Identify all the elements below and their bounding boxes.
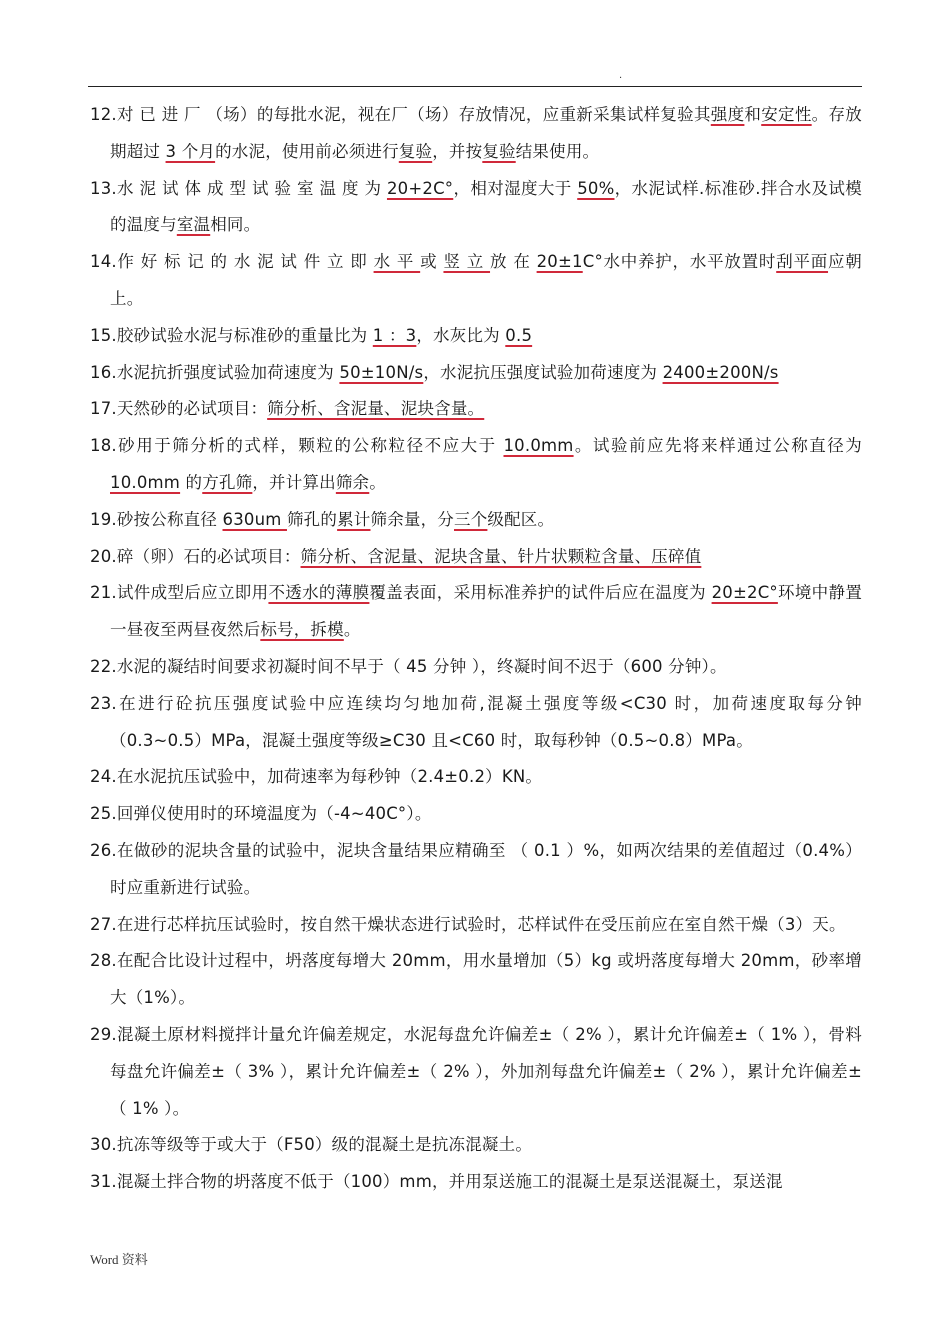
item-text: ，并按 [432,141,483,161]
list-item [90,428,862,502]
underlined-answer: 10.0mm [110,472,181,492]
item-text: 覆盖表面，采用标准养护的试件后应在温度为 [369,583,712,603]
underlined-answer: 10.0mm [503,436,574,456]
question-list [90,97,862,1201]
item-text: 级配区。 [487,509,555,529]
list-item [90,171,862,245]
item-text: 和 [744,105,762,124]
underlined-answer: 复验 [398,141,433,161]
underlined-answer: 复验 [482,141,516,161]
underlined-answer: 50% [577,178,615,198]
item-text: 。存放期超过 [110,105,862,161]
list-item [90,1164,862,1201]
underlined-answer: 三个 [454,509,488,529]
underlined-answer: 0.5 [505,325,533,345]
header-rule [88,86,862,87]
underlined-answer: 累计 [337,509,371,529]
item-text: 。 [369,472,386,492]
item-text: 筛孔的 [286,509,338,529]
list-item [90,649,862,686]
item-text: 25.回弹仪使用时的环境温度为（-4~40C°）。 [90,804,432,824]
item-text: 18.砂用于筛分析的式样，颗粒的公称粒径不应大于 [90,436,504,456]
header-mark: . [619,70,623,81]
item-text: 31.混凝土拌合物的坍落度不低于（100）mm，并用泵送施工的混凝土是泵送混凝土，泵送混 [90,1172,783,1192]
item-text: 相同。 [210,215,261,235]
item-text: 29.混凝土原材料搅拌计量允许偏差规定，水泥每盘允许偏差±（ 2% ），累计允许偏差±（ 1% ），骨料每盘允许偏差±（ 3% ），累计允许偏差±（ 2% ），外加剂每盘允许偏差±（ 2% ），累计允许偏差±（ 1% ）。 [90,1024,862,1118]
list-item [90,759,862,796]
list-item [90,686,862,760]
list-item [90,97,862,171]
item-text: 20.碎（卵）石的必试项目： [90,546,301,566]
page-footer: Word 资料 [90,1252,148,1267]
underlined-answer: 水 平 [373,252,421,272]
item-text: 13.水 泥 试 体 成 型 试 验 室 温 度 为 [90,178,387,198]
item-text: 17.天然砂的必试项目： [90,399,268,419]
item-text: ，水泥试样.标准砂.拌合水及试模的温度与 [110,178,862,235]
underlined-answer: 不透水的薄膜 [268,583,370,603]
underlined-answer: 安定性 [761,105,812,124]
list-item [90,1017,862,1127]
item-text: 12.对 已 进 厂 （场）的每批水泥，视在厂（场）存放情况，应重新采集试样复验其 [90,105,711,124]
list-item [90,575,862,649]
item-text: 环境中静置一昼夜至两昼夜然后 [110,583,863,640]
list-item [90,833,862,907]
list-item [90,391,862,428]
underlined-answer: 2400±200N/s [662,362,779,382]
list-item [90,244,862,318]
underlined-answer: 筛余 [335,472,370,492]
item-text: 27.在进行芯样抗压试验时，按自然干燥状态进行试验时，芯样试件在受压前应在室自然干燥（3）天。 [90,914,846,934]
item-text: 21.试件成型后应立即用 [90,583,269,603]
item-text: 19.砂按公称直径 [90,509,223,529]
item-text: 30.抗冻等级等于或大于（F50）级的混凝土是抗冻混凝土。 [90,1135,533,1155]
item-text: 筛余量，分 [370,509,454,529]
list-item [90,502,862,539]
underlined-answer: 20±2C° [711,583,778,603]
item-text: ，并计算出 [252,472,336,492]
list-item [90,318,862,355]
underlined-answer: 630um [222,509,287,529]
underlined-answer: 竖 立 [443,252,491,272]
item-text: 24.在水泥抗压试验中，加荷速率为每秒钟（2.4±0.2）KN。 [90,767,543,787]
underlined-answer: 强度 [710,105,745,124]
item-text: ，水泥抗压强度试验加荷速度为 [423,362,663,382]
list-item [90,796,862,833]
underlined-answer: 筛分析、含泥量、泥块含量、针片状颗粒含量、压碎值 [300,546,702,566]
list-item [90,943,862,1017]
item-text: 放 在 [490,252,537,272]
item-text: 22.水泥的凝结时间要求初凝时间不早于（ 45 分钟 ），终凝时间不迟于（600 分钟）。 [90,656,727,676]
item-text: ，水灰比为 [416,325,506,345]
item-text: 的水泥，使用前必须进行 [215,141,399,161]
underlined-answer: 刮平面 [776,252,829,272]
item-text: 的 [180,472,203,492]
item-text: 应朝上。 [110,252,863,308]
list-item [90,1127,862,1164]
list-item [90,539,862,576]
underlined-answer: 筛分析、含泥量、泥块含量。 [267,399,485,419]
underlined-answer: 20+2C° [386,178,454,198]
underlined-answer: 3 个月 [165,141,216,161]
item-text: 。试验前应先将来样通过公称直径为 [573,436,862,456]
underlined-answer: 1 ：3 [372,325,417,345]
item-text: 28.在配合比设计过程中，坍落度每增大 20mm，用水量增加（5）kg 或坍落度每增大 20mm，砂率增大（1%）。 [90,951,862,1008]
list-item [90,355,862,392]
item-text: 。 [343,620,361,640]
item-text: 或 [420,252,444,272]
item-text: ，相对湿度大于 [453,178,578,198]
item-text: 23.在进行砼抗压强度试验中应连续均匀地加荷,混凝土强度等级<C30 时，加荷速度取每分钟（0.3~0.5）MPa，混凝土强度等级≥C30 且<C60 时，取每秒钟（0.5~0.8）MPa。 [90,693,862,750]
item-text: 26.在做砂的泥块含量的试验中，泥块含量结果应精确至 （ 0.1 ）%，如两次结果的差值超过（0.4%）时应重新进行试验。 [90,840,862,897]
item-text: 16.水泥抗折强度试验加荷速度为 [90,362,340,382]
underlined-answer: 方孔筛 [202,472,253,492]
item-text: 14.作 好 标 记 的 水 泥 试 件 立 即 [90,252,374,272]
list-item [90,907,862,944]
item-text: 结果使用。 [515,141,600,161]
item-text: 15.胶砂试验水泥与标准砂的重量比为 [90,325,373,345]
item-text: C°水中养护，水平放置时 [582,252,777,272]
underlined-answer: 室温 [176,215,211,235]
underlined-answer: 20±1 [536,252,583,272]
underlined-answer: 50±10N/s [339,362,424,382]
underlined-answer: 标号，拆模 [260,620,344,640]
